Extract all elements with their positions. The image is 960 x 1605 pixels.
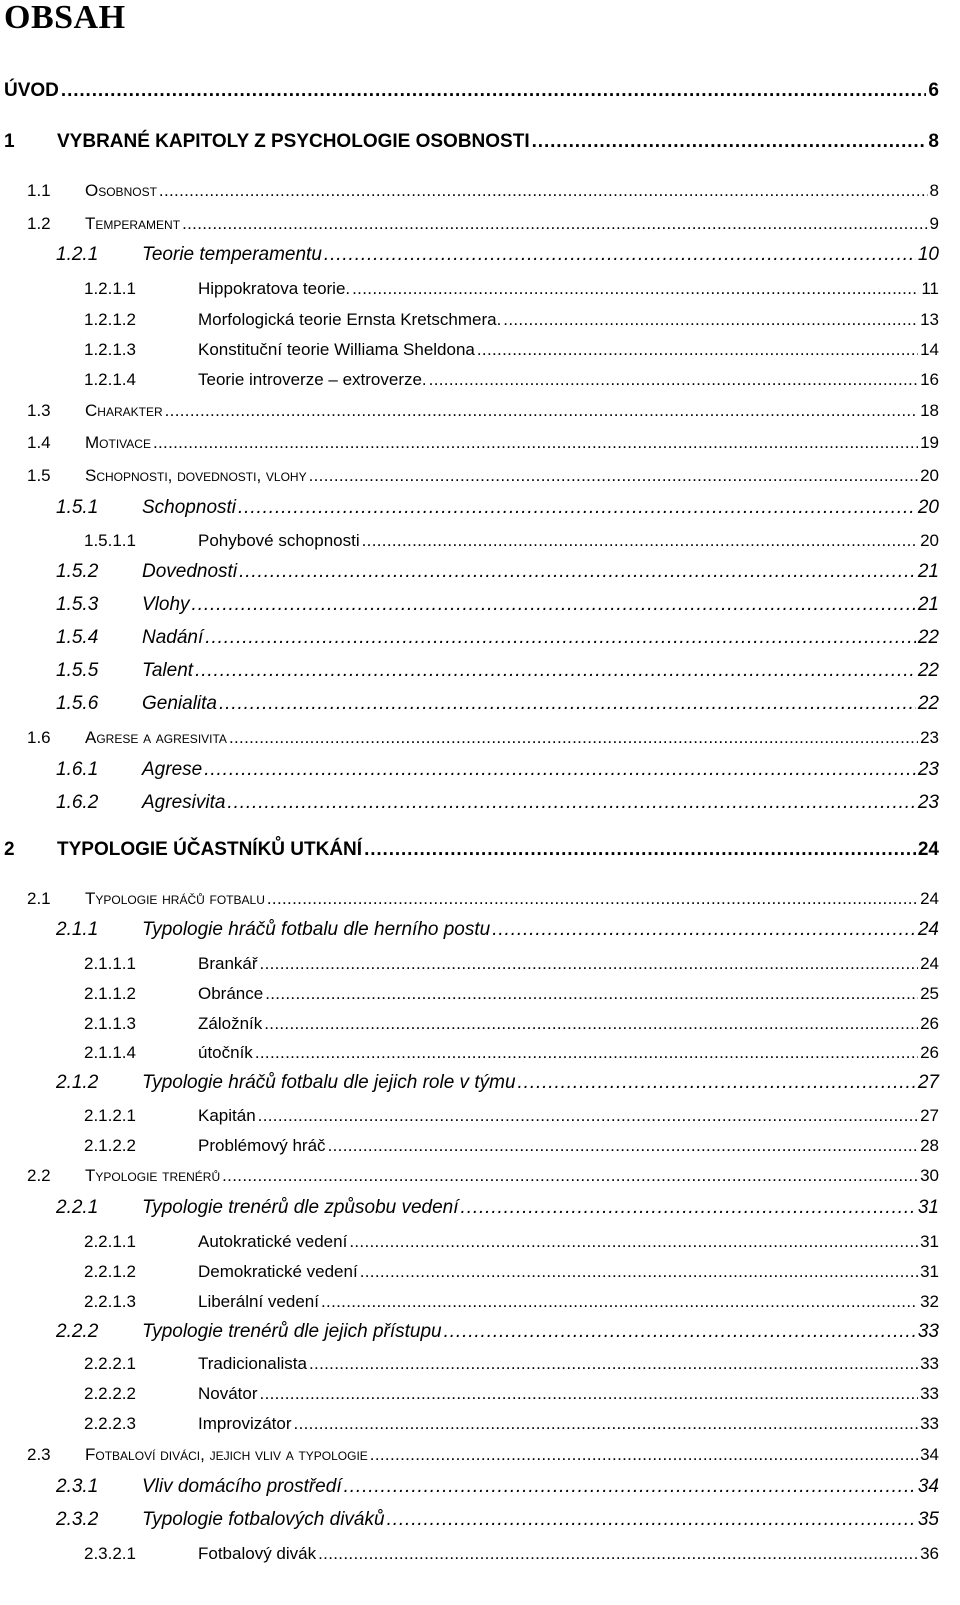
toc-entry-label: Schopnosti, dovednosti, vlohy xyxy=(85,466,307,485)
dot-leader xyxy=(229,728,918,748)
toc-entry[interactable] xyxy=(4,80,939,102)
toc-entry-number: 1.6 xyxy=(27,728,51,747)
toc-entry-number: 2.3 xyxy=(27,1445,51,1464)
toc-entry-label: Pohybové schopnosti xyxy=(198,531,360,550)
toc-entry-label: Typologie trenérů dle jejich přístupu xyxy=(142,1321,442,1342)
toc-entry-page: 31 xyxy=(920,1262,939,1281)
toc-entry-label: Typologie fotbalových diváků xyxy=(142,1509,385,1530)
toc-entry-label: Typologie trenérů xyxy=(85,1166,221,1185)
toc-entry-number: 2.3.2 xyxy=(56,1509,99,1530)
toc-entry-number: 2.1.1.3 xyxy=(84,1014,136,1033)
toc-entry[interactable] xyxy=(84,954,939,974)
toc-entry-label: útočník xyxy=(198,1043,253,1062)
toc-entry[interactable] xyxy=(84,1384,939,1404)
dot-leader xyxy=(352,279,919,299)
toc-entry-number: 1.6.2 xyxy=(56,792,99,813)
toc-entry[interactable] xyxy=(84,1106,939,1126)
toc-entry-page: 33 xyxy=(917,1321,939,1342)
toc-entry-number: 2.3.1 xyxy=(56,1476,99,1497)
toc-entry-number: 1.3 xyxy=(27,401,51,420)
toc-entry-page: 34 xyxy=(920,1445,939,1464)
toc-entry-number: 1.1 xyxy=(27,181,51,200)
toc-entry-page: 28 xyxy=(920,1136,939,1155)
dot-leader xyxy=(265,984,918,1004)
toc-entry-label: Teorie temperamentu xyxy=(142,244,322,265)
toc-entry-page: 14 xyxy=(920,340,939,359)
toc-entry-page: 33 xyxy=(920,1384,939,1403)
dot-leader xyxy=(294,1414,919,1434)
dot-leader xyxy=(360,1262,918,1282)
toc-entry-label: VYBRANÉ KAPITOLY Z PSYCHOLOGIE OSOBNOSTI xyxy=(57,131,530,152)
dot-leader xyxy=(205,627,916,649)
toc-entry[interactable] xyxy=(56,1476,939,1498)
dot-leader xyxy=(219,693,916,715)
toc-entry-label: Konstituční teorie Williama Sheldona xyxy=(198,340,475,359)
toc-entry-page: 33 xyxy=(920,1354,939,1373)
toc-entry-number: 1.2 xyxy=(27,214,51,233)
dot-leader xyxy=(387,1509,916,1531)
dot-leader xyxy=(195,660,916,682)
toc-entry[interactable] xyxy=(56,1072,939,1094)
toc-entry-page: 31 xyxy=(917,1197,939,1218)
toc-entry-number: 1 xyxy=(4,131,15,152)
toc-entry[interactable] xyxy=(56,759,939,781)
dot-leader xyxy=(349,1232,918,1252)
toc-entry[interactable] xyxy=(27,889,939,909)
dot-leader xyxy=(165,401,918,421)
toc-entry-label: Improvizátor xyxy=(198,1414,292,1433)
toc-entry-number: 2.1.1 xyxy=(56,919,99,940)
toc-entry-number: 1.5.6 xyxy=(56,693,99,714)
toc-entry-number: 2.1.2 xyxy=(56,1072,99,1093)
toc-entry-label: Autokratické vedení xyxy=(198,1232,348,1251)
toc-entry-page: 23 xyxy=(917,792,939,813)
toc-entry[interactable] xyxy=(56,1321,939,1343)
toc-entry-label: Záložník xyxy=(198,1014,263,1033)
toc-entry-number: 1.2.1.4 xyxy=(84,370,136,389)
toc-entry-number: 2.2.2.3 xyxy=(84,1414,136,1433)
toc-entry-label: ÚVOD xyxy=(4,80,59,101)
toc-entry-number: 2.2.2 xyxy=(56,1321,99,1342)
toc-entry[interactable] xyxy=(84,1414,939,1434)
toc-entry-label: Morfologická teorie Ernsta Kretschmera. xyxy=(198,310,502,329)
toc-entry-label: Agresivita xyxy=(142,792,226,813)
toc-entry-page: 25 xyxy=(920,984,939,1003)
toc-entry-number: 2.2.2.2 xyxy=(84,1384,136,1403)
dot-leader xyxy=(318,1544,918,1564)
toc-entry-label: Typologie hráčů fotbalu dle jejich role v týmu xyxy=(142,1072,516,1093)
toc-entry-page: 8 xyxy=(929,181,939,200)
dot-leader xyxy=(503,310,918,330)
toc-entry-page: 22 xyxy=(917,627,939,648)
toc-entry-label: Brankář xyxy=(198,954,258,973)
toc-entry-number: 1.2.1.1 xyxy=(84,279,136,298)
toc-entry-label: Kapitán xyxy=(198,1106,256,1125)
toc-entry-page: 20 xyxy=(920,531,939,550)
toc-entry[interactable] xyxy=(4,131,939,153)
toc-entry-label: Fotbalový divák xyxy=(198,1544,317,1563)
dot-leader xyxy=(444,1321,916,1343)
dot-leader xyxy=(260,1384,919,1404)
toc-entry-label: Dovednosti xyxy=(142,561,238,582)
toc-entry-number: 1.5.3 xyxy=(56,594,99,615)
toc-entry-label: Vlohy xyxy=(142,594,190,615)
toc-entry-number: 2.1.1.1 xyxy=(84,954,136,973)
toc-entry[interactable] xyxy=(56,561,939,583)
toc-entry[interactable] xyxy=(84,1043,939,1063)
toc-entry[interactable] xyxy=(56,594,939,616)
dot-leader xyxy=(370,1445,918,1465)
dot-leader xyxy=(362,531,918,551)
toc-entry[interactable] xyxy=(56,1197,939,1219)
toc-entry-label: Temperament xyxy=(85,214,181,233)
toc-entry-label: Agrese a agresivita xyxy=(85,728,227,747)
toc-entry[interactable] xyxy=(84,1136,939,1156)
dot-leader xyxy=(492,919,916,941)
toc-entry-label: Charakter xyxy=(85,401,163,420)
toc-entry[interactable] xyxy=(56,497,939,519)
toc-entry-label: Problémový hráč xyxy=(198,1136,326,1155)
toc-entry[interactable] xyxy=(84,531,939,551)
toc-entry-number: 1.2.1.3 xyxy=(84,340,136,359)
toc-entry-number: 1.5.4 xyxy=(56,627,99,648)
toc-entry-page: 21 xyxy=(917,561,939,582)
dot-leader xyxy=(61,80,927,102)
toc-entry-number: 2.1.1.2 xyxy=(84,984,136,1003)
toc-entry-label: Typologie trenérů dle způsobu vedení xyxy=(142,1197,459,1218)
toc-entry-page: 6 xyxy=(928,80,939,101)
toc-entry[interactable] xyxy=(84,340,939,360)
toc-entry-page: 21 xyxy=(917,594,939,615)
toc-entry-label: Novátor xyxy=(198,1384,258,1403)
toc-entry-page: 24 xyxy=(920,889,939,908)
toc-entry-page: 26 xyxy=(920,1014,939,1033)
toc-entry-page: 34 xyxy=(917,1476,939,1497)
toc-entry-number: 2.2.1 xyxy=(56,1197,99,1218)
toc-entry-number: 2.2.1.2 xyxy=(84,1262,136,1281)
dot-leader xyxy=(239,561,916,583)
toc-entry-number: 1.5.2 xyxy=(56,561,99,582)
toc-entry-number: 2.1.1.4 xyxy=(84,1043,136,1062)
toc-entry-label: Genialita xyxy=(142,693,217,714)
toc-entry-label: Typologie hráčů fotbalu xyxy=(85,889,265,908)
toc-entry-number: 1.5.5 xyxy=(56,660,99,681)
toc-entry-page: 27 xyxy=(920,1106,939,1125)
toc-entry-label: Typologie hráčů fotbalu dle herního postu xyxy=(142,919,491,940)
toc-entry-page: 19 xyxy=(920,433,939,452)
toc-entry-number: 1.6.1 xyxy=(56,759,99,780)
dot-leader xyxy=(159,181,928,201)
dot-leader xyxy=(264,1014,918,1034)
dot-leader xyxy=(518,1072,916,1094)
dot-leader xyxy=(222,1166,918,1186)
toc-entry-label: Talent xyxy=(142,660,194,681)
toc-entry-number: 1.5.1.1 xyxy=(84,531,136,550)
toc-entry[interactable] xyxy=(27,728,939,748)
toc-entry[interactable] xyxy=(27,1445,939,1465)
toc-entry-label: Teorie introverze – extroverze. xyxy=(198,370,427,389)
toc-entry[interactable] xyxy=(27,214,939,234)
toc-entry-page: 20 xyxy=(917,497,939,518)
toc-entry-label: TYPOLOGIE ÚČASTNÍKŮ UTKÁNÍ xyxy=(57,839,363,860)
dot-leader xyxy=(267,889,918,909)
toc-entry[interactable] xyxy=(56,792,939,814)
dot-leader xyxy=(260,954,919,974)
toc-entry-label: Tradicionalista xyxy=(198,1354,307,1373)
toc-entry-page: 9 xyxy=(929,214,939,233)
toc-entry[interactable] xyxy=(27,433,939,453)
toc-entry-page: 32 xyxy=(920,1292,939,1311)
toc-entry[interactable] xyxy=(27,1166,939,1186)
dot-leader xyxy=(532,131,927,153)
toc-entry[interactable] xyxy=(84,279,939,299)
toc-entry[interactable] xyxy=(84,1354,939,1374)
dot-leader xyxy=(258,1106,918,1126)
toc-entry-page: 23 xyxy=(920,728,939,747)
toc-entry-page: 24 xyxy=(917,839,939,860)
dot-leader xyxy=(328,1136,919,1156)
toc-entry-number: 2.1 xyxy=(27,889,51,908)
dot-leader xyxy=(238,497,916,519)
toc-entry[interactable] xyxy=(56,1509,939,1531)
toc-entry-number: 2.2.1.1 xyxy=(84,1232,136,1251)
toc-entry[interactable] xyxy=(84,1544,939,1564)
toc-entry[interactable] xyxy=(56,660,939,682)
toc-entry-number: 2.1.2.1 xyxy=(84,1106,136,1125)
toc-entry-label: Obránce xyxy=(198,984,264,1003)
toc-entry-label: Liberální vedení xyxy=(198,1292,319,1311)
toc-entry-page: 11 xyxy=(921,279,939,298)
toc-entry-number: 1.2.1.2 xyxy=(84,310,136,329)
toc-entry-label: Schopnosti xyxy=(142,497,237,518)
toc-entry-label: Vliv domácího prostředí xyxy=(142,1476,342,1497)
page-title: OBSAH xyxy=(4,0,126,36)
toc-entry-label: Motivace xyxy=(85,433,151,452)
toc-entry-number: 2.3.2.1 xyxy=(84,1544,136,1563)
toc-entry-page: 33 xyxy=(920,1414,939,1433)
toc-entry[interactable] xyxy=(84,1292,939,1312)
toc-entry-number: 2.1.2.2 xyxy=(84,1136,136,1155)
toc-entry-page: 8 xyxy=(928,131,939,152)
toc-entry-label: Agrese xyxy=(142,759,203,780)
dot-leader xyxy=(309,466,918,486)
toc-entry-page: 30 xyxy=(920,1166,939,1185)
toc-entry[interactable] xyxy=(84,1232,939,1252)
toc-entry-page: 26 xyxy=(920,1043,939,1062)
toc-entry[interactable] xyxy=(56,244,939,266)
toc-entry-page: 10 xyxy=(917,244,939,265)
dot-leader xyxy=(429,370,918,390)
dot-leader xyxy=(321,1292,918,1312)
toc-entry-label: Demokratické vedení xyxy=(198,1262,358,1281)
toc-entry[interactable] xyxy=(56,919,939,941)
toc-entry-number: 2.2.1.3 xyxy=(84,1292,136,1311)
toc-entry[interactable] xyxy=(56,693,939,715)
toc-entry-number: 1.4 xyxy=(27,433,51,452)
toc-entry-page: 18 xyxy=(920,401,939,420)
toc-entry-label: Nadání xyxy=(142,627,204,648)
toc-entry[interactable] xyxy=(84,1014,939,1034)
toc-entry-number: 2.2 xyxy=(27,1166,51,1185)
toc-entry-page: 24 xyxy=(917,919,939,940)
toc-entry-label: Osobnost xyxy=(85,181,157,200)
toc-entry-page: 35 xyxy=(917,1509,939,1530)
dot-leader xyxy=(461,1197,916,1219)
toc-entry[interactable] xyxy=(27,401,939,421)
toc-entry-page: 22 xyxy=(917,660,939,681)
toc-entry[interactable] xyxy=(84,370,939,390)
toc-entry-number: 1.5.1 xyxy=(56,497,99,518)
toc-entry[interactable] xyxy=(84,984,939,1004)
dot-leader xyxy=(227,792,915,814)
toc-entry-number: 1.2.1 xyxy=(56,244,99,265)
toc-entry-number: 2 xyxy=(4,839,15,860)
toc-entry[interactable] xyxy=(84,310,939,330)
toc-entry[interactable] xyxy=(4,839,939,861)
toc-entry-page: 20 xyxy=(920,466,939,485)
toc-entry-page: 31 xyxy=(920,1232,939,1251)
toc-entry-label: Hippokratova teorie. xyxy=(198,279,351,298)
dot-leader xyxy=(364,839,916,861)
toc-entry-page: 13 xyxy=(920,310,939,329)
toc-entry-number: 2.2.2.1 xyxy=(84,1354,136,1373)
toc-entry-label: Fotbaloví diváci, jejich vliv a typologie xyxy=(85,1445,368,1464)
toc-entry[interactable] xyxy=(56,627,939,649)
dot-leader xyxy=(324,244,916,266)
dot-leader xyxy=(477,340,918,360)
dot-leader xyxy=(192,594,916,616)
toc-entry-page: 24 xyxy=(920,954,939,973)
toc-entry-page: 36 xyxy=(920,1544,939,1563)
dot-leader xyxy=(153,433,918,453)
dot-leader xyxy=(309,1354,918,1374)
toc-entry[interactable] xyxy=(27,181,939,201)
toc-entry-page: 23 xyxy=(917,759,939,780)
toc-entry-page: 27 xyxy=(917,1072,939,1093)
toc-entry[interactable] xyxy=(27,466,939,486)
dot-leader xyxy=(344,1476,916,1498)
toc-entry-page: 16 xyxy=(920,370,939,389)
dot-leader xyxy=(255,1043,918,1063)
toc-entry-page: 22 xyxy=(917,693,939,714)
toc-entry-number: 1.5 xyxy=(27,466,51,485)
toc-entry[interactable] xyxy=(84,1262,939,1282)
dot-leader xyxy=(182,214,927,234)
dot-leader xyxy=(204,759,916,781)
